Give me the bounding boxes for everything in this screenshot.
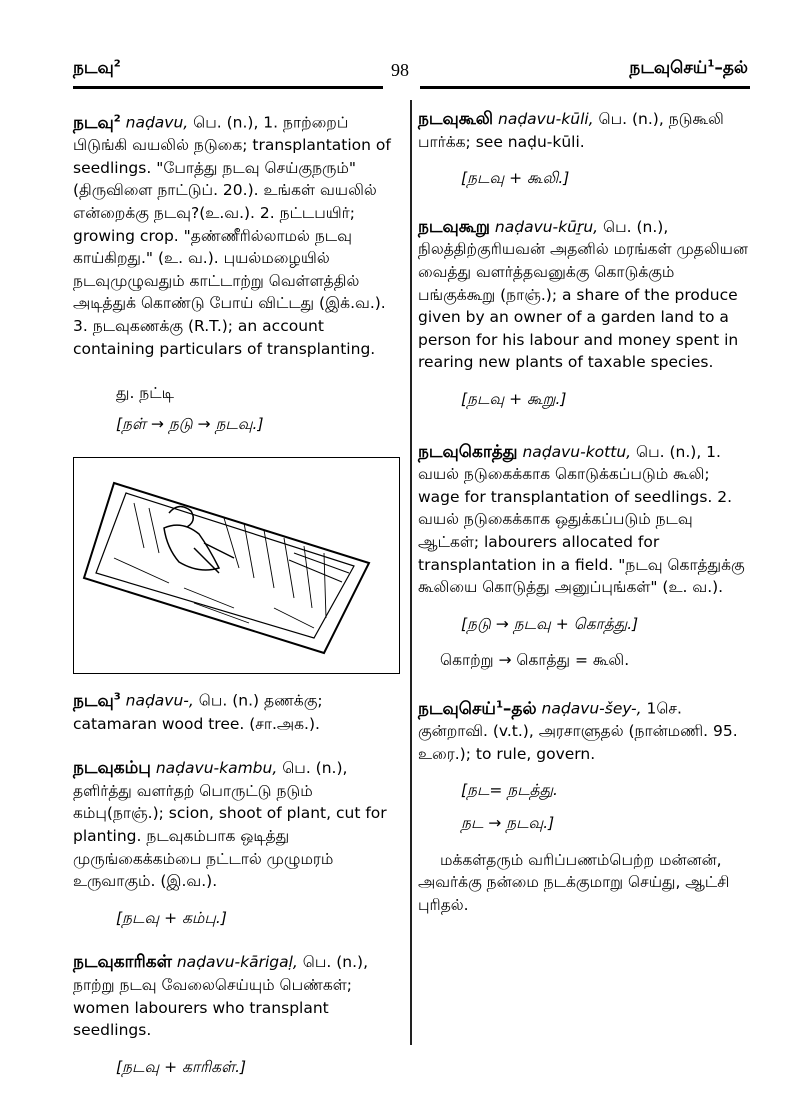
running-head-right-sup: 1	[707, 58, 715, 70]
entry-nadavu-3	[73, 686, 398, 735]
page-number: 98	[391, 60, 409, 80]
definition: பெ. (n.) தணக்கு; catamaran wood tree. (சா.அக.).	[73, 692, 323, 733]
header-rule-right	[420, 86, 750, 89]
entry-nadavukottu	[418, 441, 750, 672]
entry-nadavukarigal	[73, 951, 398, 1078]
transliteration: naḍavu-kārigaḷ,	[176, 953, 298, 972]
etymology: [நள் → நடு → நடவு.]	[116, 414, 264, 433]
definition: பெ. (n.), நடுகூலி பார்க்க; see naḍu-kūli.	[418, 110, 724, 151]
cognate-tulu: து. நட்டி	[116, 384, 174, 403]
headword: நடவுசெய்$^1$–தல்	[418, 698, 537, 719]
transliteration: naḍavu-kūli,	[498, 110, 594, 128]
headword: நடவு$^3$	[73, 691, 121, 712]
right-column	[418, 108, 750, 916]
transliteration: naḍavu-,	[125, 692, 194, 711]
header-rule-left	[73, 86, 383, 89]
definition: பெ. (n.), நிலத்திற்குரியவன் அதனில் மரங்கள் முதலியன வைத்து வளர்த்தவனுக்கு கொடுக்கும் பங்குக்கூறு (நாஞ்.); a share of the produce given by an owner of a garden land to a person for his labour and money spent in rearing new plants of taxable species.	[418, 217, 748, 372]
definition: பெ. (n.), நாற்று நடவு வேலைசெய்யும் பெண்கள்; women labourers who transplant seedlings.	[73, 953, 369, 1040]
definition: பெ. (n.), தளிர்த்து வளர்தற் பொருட்டு நடும் கம்பு(நாஞ்.); scion, shoot of plant, cut for planting. நடவுகம்பாக ஒடித்து முருங்கைக்கம்பை நட்டால் முழுமரம் உருவாகும். (இ.வ.).	[73, 759, 387, 891]
etymology: [நடவு + காரிகள்.]	[116, 1057, 247, 1076]
definition: பெ. (n.), 1. நாற்றைப் பிடுங்கி வயலில் நடுகை; transplantation of seedlings. "போத்து நடவு செய்குநரும்" (திருவிளை நாட்டுப். 20.). உங்கள் வயலில் என்றைக்கு நடவு?(உ.வ.). 2. நட்டபயிர்; growing crop. "தண்ணீரில்லாமல் நடவு காய்கிறது." (உ. வ.). புயல்மழையில் நடவுமுழுவதும் காட்டாற்று வெள்ளத்தில் அடித்துக் கொண்டு போய் விட்டது (இக்.வ.). 3. நடவுகணக்கு (R.T.); an account containing particulars of transplanting.	[73, 113, 391, 358]
transliteration: naḍavu-kottu,	[522, 442, 632, 461]
etymology-note: கொற்று → கொத்து = கூலி.	[440, 651, 630, 670]
etymology: [நடு → நடவு + கொத்து.]	[461, 614, 639, 633]
etymology: [நடவு + கூறு.]	[461, 389, 567, 408]
headword: நடவுகாரிகள்	[73, 952, 172, 973]
entry-nadavu-2	[73, 108, 398, 435]
running-head-right-suffix: –தல்	[714, 58, 748, 78]
headword: நடவுகூலி	[418, 109, 494, 129]
running-head-left-sup: 2	[113, 58, 121, 70]
headword: நடவு$^2$	[73, 112, 121, 133]
explanatory-paragraph: மக்கள்தரும் வரிப்பணம்பெற்ற மன்னன், அவர்க்கு நன்மை நடக்குமாறு செய்து, ஆட்சி புரிதல்.	[418, 850, 730, 914]
illustration-drawing	[74, 458, 399, 673]
entry-nadavukambu	[73, 757, 398, 929]
etymology-line-2: நட → நடவு.]	[461, 813, 555, 832]
entry-nadavukuru	[418, 216, 750, 411]
transliteration: naḍavu-kambu,	[155, 759, 278, 778]
column-divider	[410, 100, 412, 1045]
definition: பெ. (n.), 1. வயல் நடுகைக்காக கொடுக்கப்படும் கூலி; wage for transplantation of seedlings. 2. வயல் நடுகைக்காக ஒதுக்கப்படும் நடவு ஆட்கள்; labourers allocated for transplantation in a field. "நடவு கொத்துக்கு கூலியை கொடுத்து அனுப்புங்கள்" (உ. வ.).	[418, 442, 745, 597]
transliteration: naḍavu-šey-,	[541, 699, 642, 718]
transplanting-illustration	[73, 457, 400, 674]
headword: நடவுகம்பு	[73, 758, 151, 779]
transliteration: naḍavu-kūṟu,	[494, 217, 599, 236]
running-head-left-text: நடவு	[73, 58, 114, 78]
etymology: [நடவு + கம்பு.]	[116, 908, 227, 927]
headword: நடவுகூறு	[418, 216, 490, 237]
etymology: [நடவு + கூலி.]	[461, 169, 570, 188]
entry-nadavusey-tal	[418, 694, 750, 916]
definition: 1செ. குன்றாவி. (v.t.), அரசாளுதல் (நான்மணி. 95. உரை.); to rule, govern.	[418, 699, 738, 763]
transliteration: naḍavu,	[125, 113, 189, 132]
running-head-right-text: நடவுசெய்	[629, 58, 708, 78]
left-column	[73, 108, 398, 1078]
entry-nadavukuli	[418, 108, 750, 190]
headword: நடவுகொத்து	[418, 441, 518, 462]
running-head-right	[629, 58, 748, 80]
etymology-line-1: [நட= நடத்து.	[461, 781, 558, 800]
